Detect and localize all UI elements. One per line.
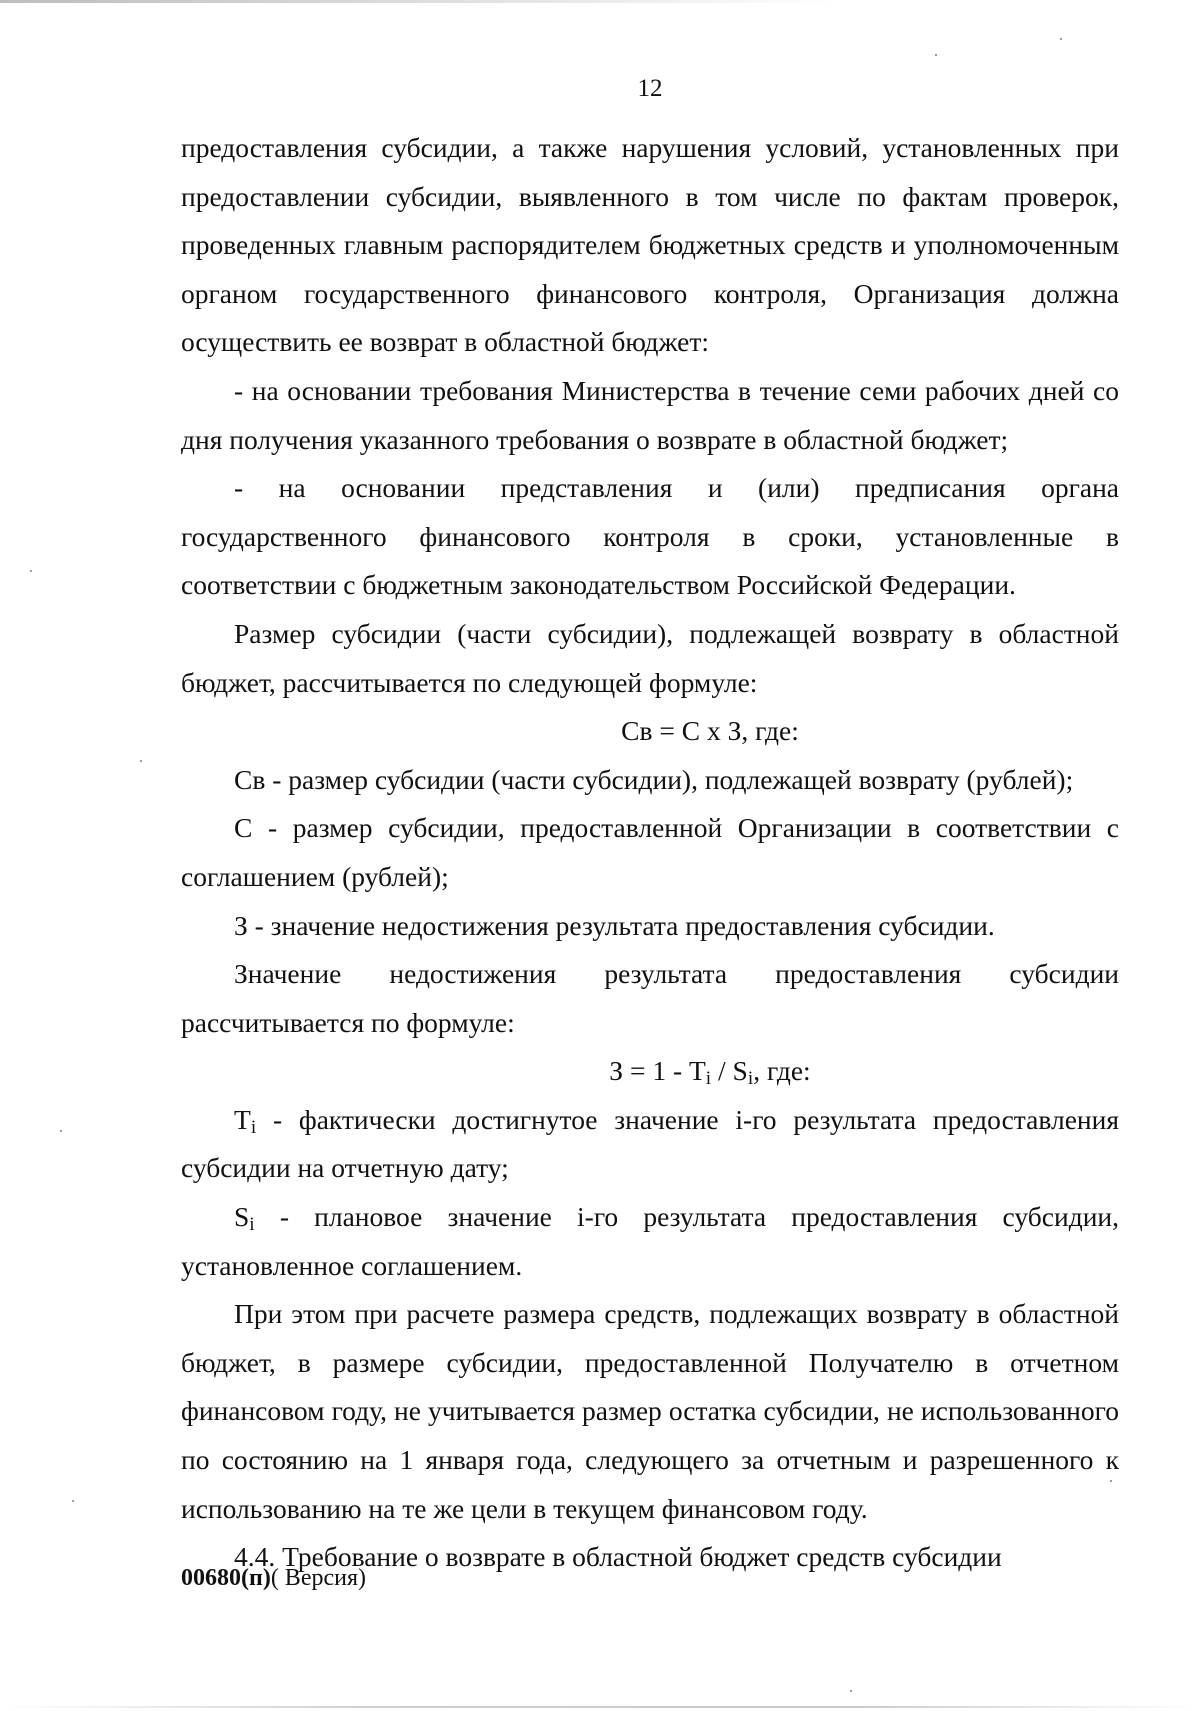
scan-speck — [1110, 1480, 1112, 1482]
definition-ti-symbol: T — [234, 1103, 251, 1135]
definition-ti — [181, 1096, 1119, 1193]
paragraph-financial-control: - на основании представления и (или) предписания органа государственного финансового контроля в сроки, установленные в соответствии с бюджетным законодательством Российской Федерации. — [181, 472, 1119, 601]
scan-bottom-edge — [0, 1706, 1200, 1708]
formula-prefix: З = 1 - T — [609, 1055, 706, 1087]
definition-si-text: - плановое значение i-го результата предоставления субсидии, установленное соглашением. — [181, 1201, 1119, 1281]
definition-z: З - значение недостижения результата предоставления субсидии. — [234, 909, 995, 941]
document-body — [181, 124, 1119, 1582]
scan-top-edge — [0, 0, 1200, 3]
definition-s: С - размер субсидии, предоставленной Организации в соответствии с соглашением (рублей); — [181, 812, 1119, 892]
scan-speck — [72, 1500, 74, 1502]
scan-speck — [30, 570, 32, 572]
paragraph-remaining-balance: При этом при расчете размера средств, подлежащих возврату в областной бюджет, в размере субсидии, предоставленной Получателю в отчетном финансовом году, не учитывается размер остатка субсидии, не использованного по состоянию на 1 января года, следующего за отчетным и разрешенного к использованию на те же цели в текущем финансовом году. — [181, 1298, 1119, 1524]
formula-subscript-s: i — [747, 1068, 754, 1090]
scan-speck — [140, 760, 142, 762]
paragraph-ministry-requirement: - на основании требования Министерства в течение семи рабочих дней со дня получения указанного требования о возврате в областной бюджет; — [181, 374, 1119, 455]
formula-suffix: , где: — [753, 1055, 811, 1087]
definition-si-subscript: i — [249, 1214, 255, 1236]
scan-speck — [60, 1130, 62, 1132]
page-number: 12 — [637, 75, 663, 102]
footer-document-code — [181, 1563, 366, 1593]
definition-si — [181, 1193, 1119, 1290]
definition-sv: Св - размер субсидии (части субсидии), подлежащей возврату (рублей); — [234, 763, 1074, 795]
footer-code: 00680(п) — [181, 1565, 271, 1591]
paragraph-section-4-4: 4.4. Требование о возврате в областной бюджет средств субсидии — [234, 1541, 1002, 1573]
scan-speck — [850, 1690, 852, 1692]
definition-ti-text: - фактически достигнутое значение i-го результата предоставления субсидии на отчетную дату; — [181, 1103, 1119, 1184]
formula-non-achievement — [181, 1047, 1119, 1096]
footer-version: ( Версия) — [270, 1565, 366, 1591]
definition-ti-subscript: i — [250, 1116, 257, 1138]
paragraph-continuation: предоставления субсидии, а также нарушения условий, установленных при предоставлении субсидии, выявленного в том числе по фактам проверок, проведенных главным распорядителем бюджетных средств и уполномоченным органом государственного финансового контроля, Организация должна осуществить ее возврат в областной бюджет: — [181, 132, 1119, 358]
paragraph-non-achievement: Значение недостижения результата предоставления субсидии рассчитывается по формуле: — [181, 958, 1119, 1038]
definition-si-symbol: S — [234, 1201, 250, 1233]
scan-speck — [1060, 38, 1062, 40]
formula-subscript-t: i — [705, 1068, 712, 1090]
formula-middle: / S — [711, 1055, 748, 1087]
paragraph-subsidy-size: Размер субсидии (части субсидии), подлежащей возврату в областной бюджет, рассчитывается по следующей формуле: — [181, 617, 1119, 698]
formula-return-amount: Св = С х З, где: — [621, 715, 799, 747]
scan-speck — [935, 54, 937, 56]
